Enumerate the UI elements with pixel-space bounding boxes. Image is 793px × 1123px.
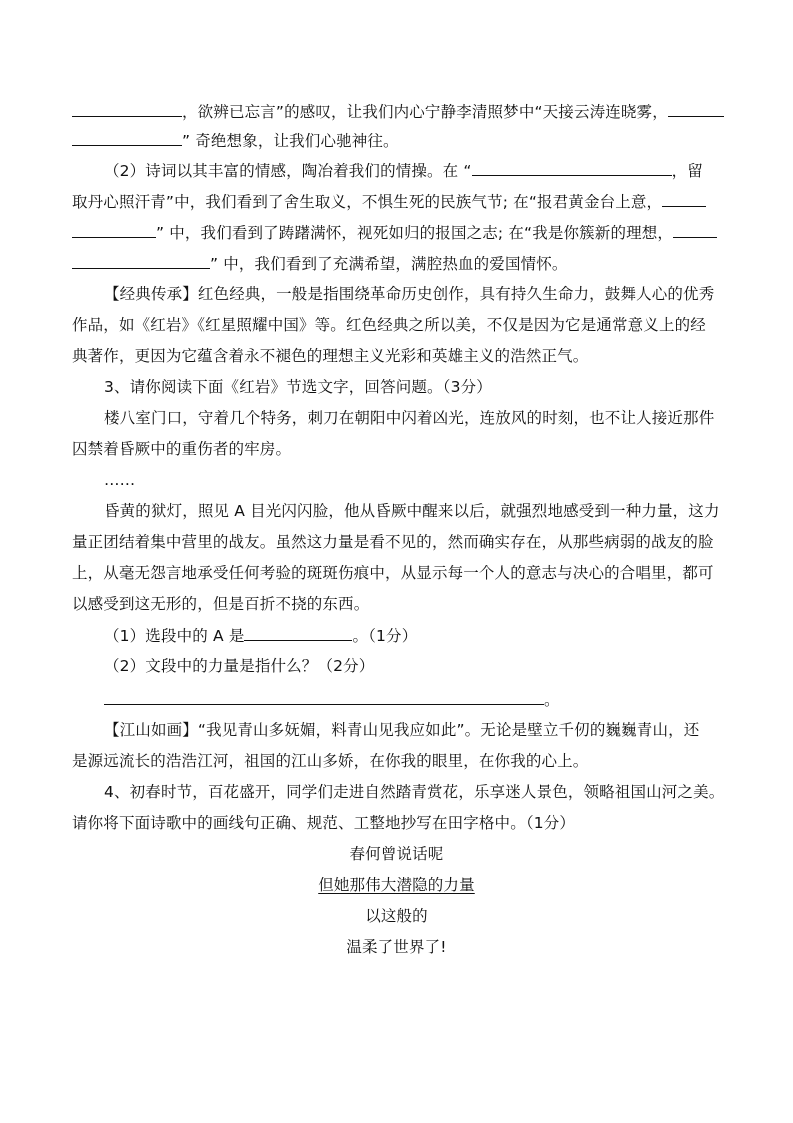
fill-blank[interactable] [72, 130, 182, 146]
fill-blank[interactable] [104, 689, 544, 705]
question-4: 4、初春时节，百花盛开，同学们走进自然踏青赏花，乐享迷人景色，领略祖国山河之美。 [104, 783, 725, 801]
text-line-6 [72, 253, 721, 274]
passage-line: 囚禁着昏厥中的重伤者的牢房。 [72, 440, 292, 458]
text-line-3 [104, 160, 721, 181]
line-text: ” 奇绝想象，让我们心驰神往。 [182, 132, 399, 150]
passage-line: 以感受到这无形的，但是百折不挠的东西。 [72, 595, 370, 613]
section-landscape-heading: 【江山如画】“我见青山多妩媚，料青山见我应如此”。无论是壁立千仞的巍巍青山，还 [104, 721, 700, 739]
line-text: 取丹心照汗青”中，我们看到了舍生取义，不惧生死的民族气节; 在“报君黄金台上意， [72, 193, 663, 211]
passage-line: 楼八室门口，守着几个特务，刺刀在朝阳中闪着凶光，连放风的时刻，也不让人接近那件 [104, 409, 715, 427]
line-text: ，留 [671, 162, 703, 180]
line-text: 。（1分） [352, 627, 418, 645]
section-classic-heading: 【经典传承】红色经典，一般是指围绕革命历史创作，具有持久生命力，鼓舞人心的优秀 [104, 285, 715, 303]
fill-blank[interactable] [472, 160, 672, 176]
text-line-1 [72, 101, 721, 122]
line-text: ” 中，我们看到了踌躇满怀，视死如归的报国之志; 在“我是你簇新的理想， [156, 224, 674, 242]
passage-line: 昏黄的狱灯，照见 A 目光闪闪脸，他从昏厥中醒来以后，就强烈地感受到一种力量，这力 [104, 502, 720, 520]
question-4-instruction: 请你将下面诗歌中的画线句正确、规范、工整地抄写在田字格中。（1分） [72, 814, 576, 832]
line-text: （2）诗词以其丰富的情感，陶冶着我们的情操。在 “ [104, 162, 472, 180]
line-text: ” 中，我们看到了充满希望，满腔热血的爱国情怀。 [210, 255, 568, 273]
passage-line: 量正团结着集中营里的战友。虽然这力量是看不见的，然而确实存在，从那些病弱的战友的脸 [72, 533, 714, 551]
paragraph-line: 是源远流长的浩浩江河，祖国的江山多娇，在你我的眼里，在你我的心上。 [72, 752, 589, 770]
question-3: 3、请你阅读下面《红岩》节选文字，回答问题。（3分） [104, 378, 492, 396]
fill-blank[interactable] [673, 222, 717, 238]
poem-line: 春何曾说话呢 [349, 845, 444, 863]
question-3-2: （2）文段中的力量是指什么？（2分） [104, 657, 375, 675]
fill-blank[interactable] [72, 222, 156, 238]
poem-line: 温柔了世界了! [346, 938, 447, 956]
ellipsis: …… [104, 471, 136, 489]
underlined-text: 但她那伟大潜隐的力量 [318, 876, 475, 894]
line-text: 。 [544, 691, 560, 709]
poem-line: 以这般的 [365, 907, 428, 925]
fill-blank[interactable] [72, 101, 182, 117]
passage-line: 上，从毫无怨言地承受任何考验的斑斑伤痕中，从显示每一个人的意志与决心的合唱里，都可 [72, 564, 714, 582]
answer-line [104, 689, 721, 710]
fill-blank[interactable] [72, 253, 210, 269]
poem-line-underlined [0, 875, 793, 895]
fill-blank[interactable] [244, 625, 352, 641]
paragraph-line: 典著作，更因为它蕴含着永不褪色的理想主义光彩和英雄主义的浩然正气。 [72, 347, 589, 365]
fill-blank[interactable] [668, 101, 724, 117]
paragraph-line: 作品，如《红岩》《红星照耀中国》等。红色经典之所以美，不仅是因为它是通常意义上的经 [72, 316, 706, 334]
question-3-1 [104, 625, 721, 646]
line-text: ，欲辨已忘言”的感叹，让我们内心宁静李清照梦中“天接云涛连晓雾， [182, 103, 668, 121]
text-line-4 [72, 191, 721, 212]
fill-blank[interactable] [662, 191, 706, 207]
text-line-5 [72, 222, 721, 243]
text-line-2 [72, 130, 721, 151]
line-text: （1）选段中的 A 是 [104, 627, 245, 645]
